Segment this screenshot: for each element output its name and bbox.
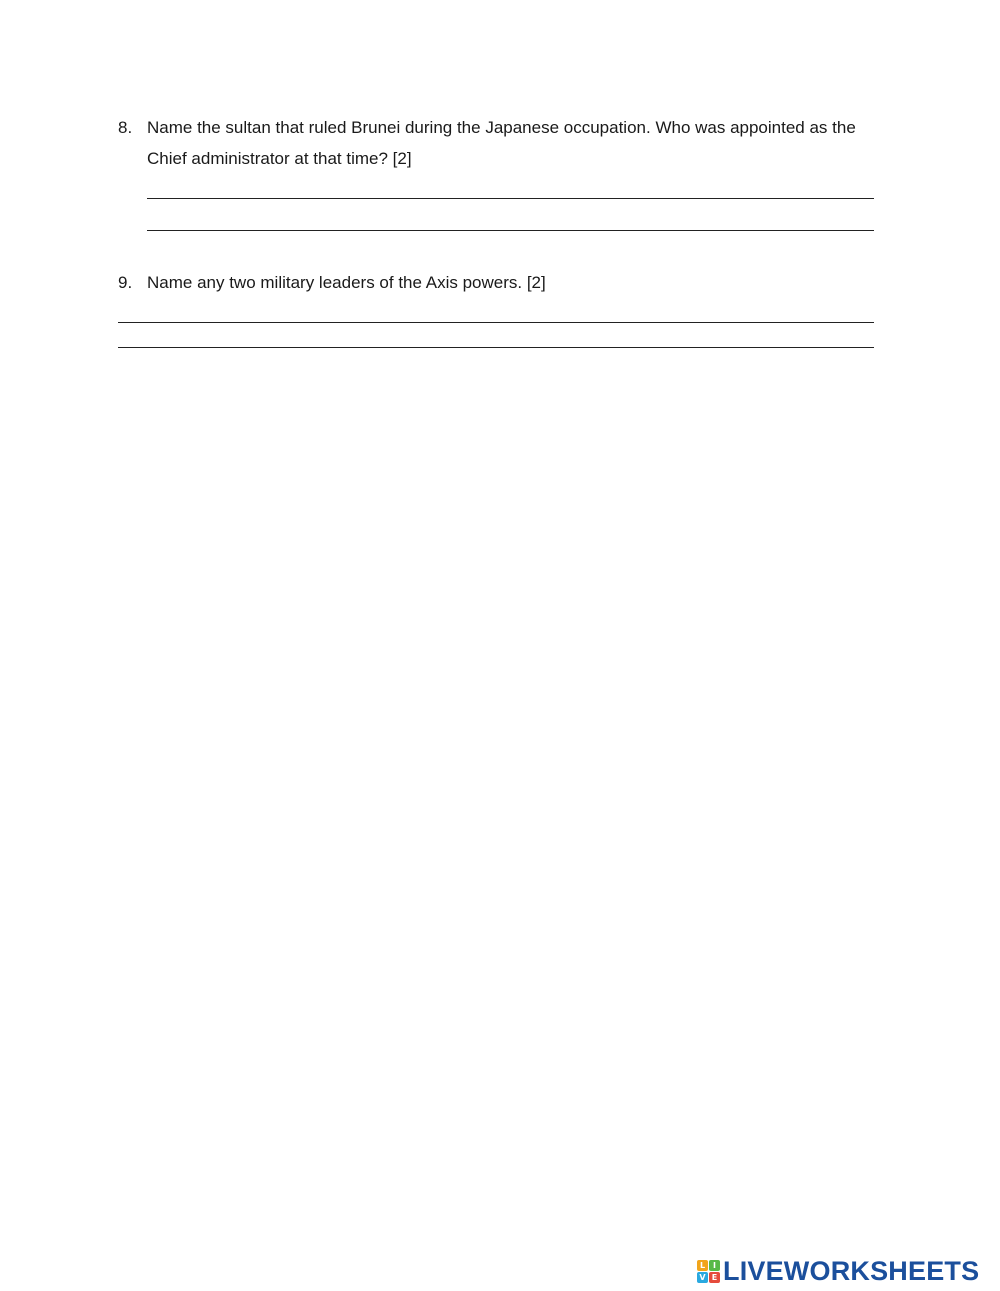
question-text: Name the sultan that ruled Brunei during the Japanese occupation. Who was appointed as the Chief administrator at that time? [2]	[147, 118, 856, 168]
logo-block-e: E	[709, 1272, 720, 1283]
question-9	[118, 267, 878, 298]
answer-line[interactable]	[118, 347, 874, 348]
answer-line[interactable]	[118, 322, 874, 323]
liveworksheets-logo	[697, 1256, 979, 1286]
logo-blocks-icon	[697, 1260, 720, 1283]
logo-block-l: L	[697, 1260, 708, 1271]
brand-name: LIVEWORKSHEETS	[723, 1256, 980, 1286]
question-text: Name any two military leaders of the Axis powers. [2]	[147, 273, 546, 292]
logo-block-v: V	[697, 1272, 708, 1283]
question-8-row	[118, 112, 878, 174]
question-number: 9.	[118, 273, 133, 292]
question-9-row	[118, 267, 878, 298]
logo-block-i: I	[709, 1260, 720, 1271]
question-number: 8.	[118, 118, 133, 137]
answer-line[interactable]	[147, 230, 874, 231]
question-8	[118, 112, 878, 174]
answer-line[interactable]	[147, 198, 874, 199]
